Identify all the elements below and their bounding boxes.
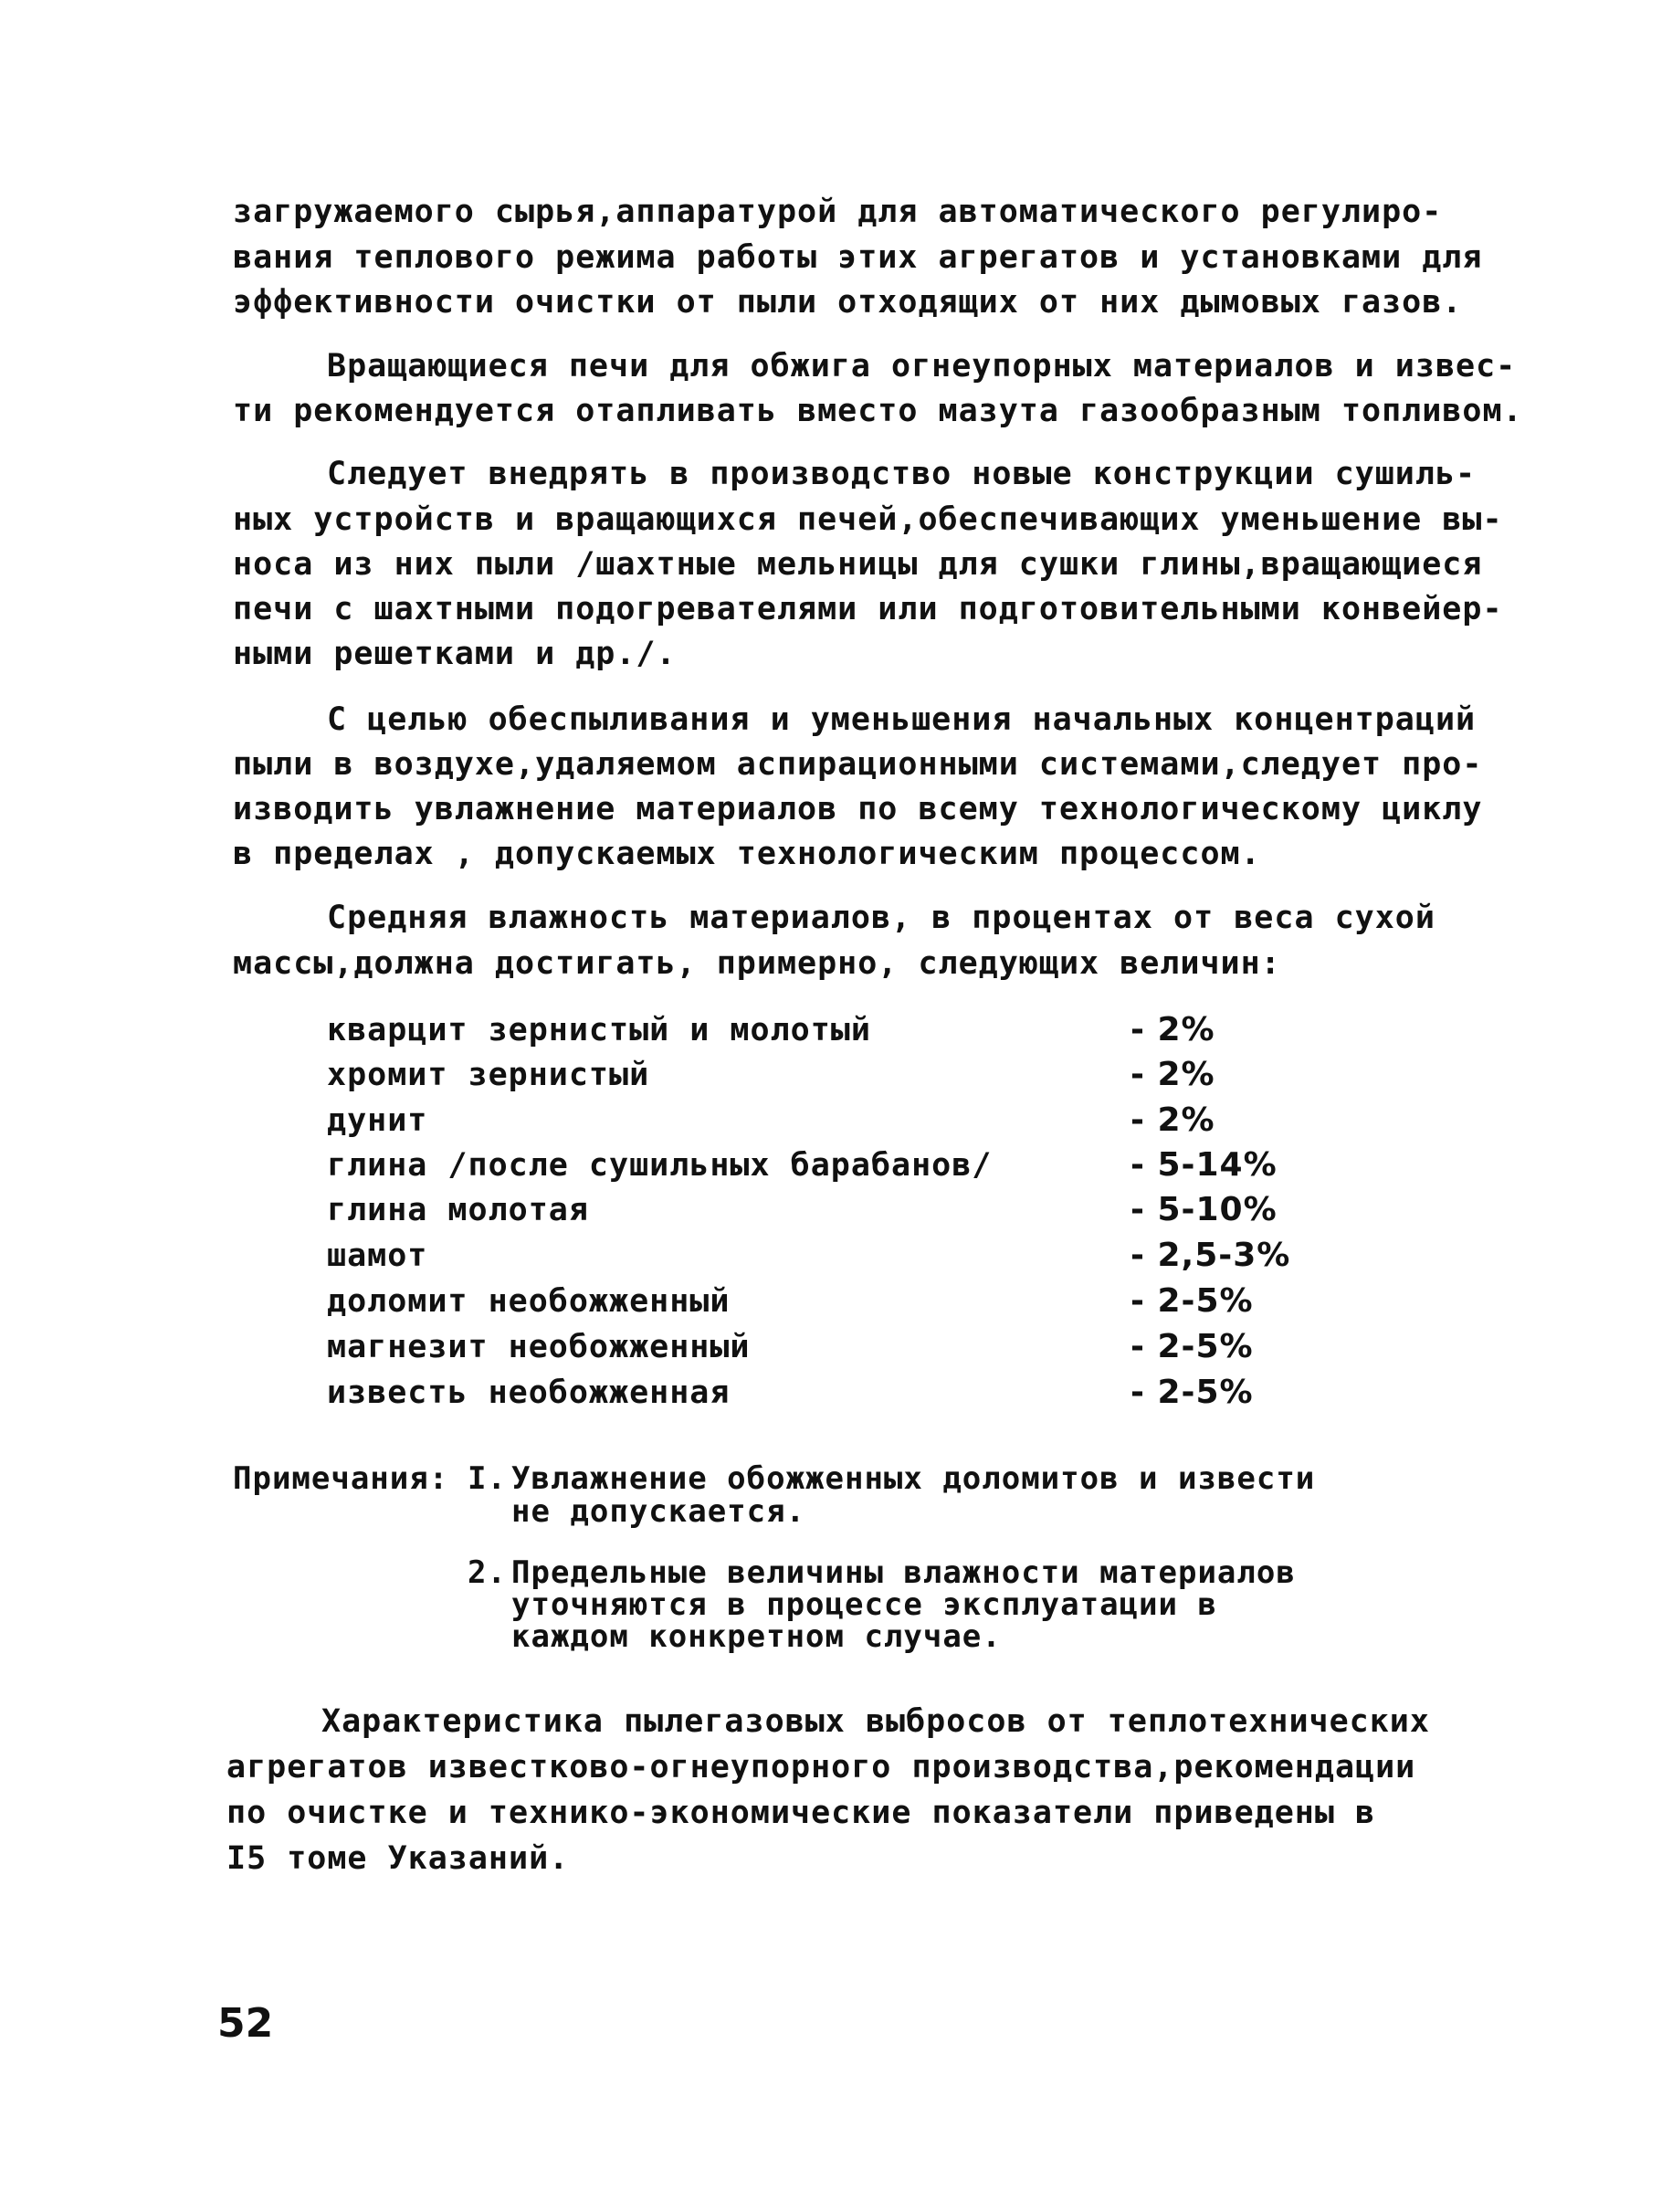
paragraph-4-line-1: С целью обеспыливания и уменьшения начальных концентраций [327,701,1477,738]
material-name: шамот [327,1238,428,1274]
moisture-value: - 2-5% [1130,1282,1254,1320]
material-name: известь необожженная [327,1375,731,1411]
note-2-number: 2. [468,1554,507,1591]
closing-paragraph-line-1: Характеристика пылегазовых выбросов от теплотехнических [321,1703,1430,1740]
note-2-line-2: уточняются в процессе эксплуатации в [511,1586,1217,1623]
page-number: 52 [217,2000,274,2047]
paragraph-1-line-2: вания теплового режима работы этих агрегатов и установками для [233,239,1483,276]
paragraph-1-line-1: загружаемого сырья,аппаратурой для автоматического регулиро- [233,194,1443,230]
moisture-value: - 2-5% [1130,1328,1254,1365]
paragraph-3-line-3: носа из них пыли /шахтные мельницы для сушки глины,вращающиеся [233,546,1483,583]
moisture-list-item [327,1279,1331,1324]
paragraph-4-line-4: в пределах , допускаемых технологическим процессом. [233,836,1261,872]
moisture-value: - 2% [1130,1011,1215,1048]
paragraph-5-line-2: массы,должна достигать, примерно, следующих величин: [233,945,1281,982]
paragraph-3-line-2: ных устройств и вращающихся печей,обеспечивающих уменьшение вы- [233,501,1503,538]
paragraph-2-line-1: Вращающиеся печи для обжига огнеупорных материалов и извес- [327,348,1517,384]
paragraph-3-line-4: печи с шахтными подогревателями или подготовительными конвейер- [233,591,1503,627]
paragraph-1-line-3: эффективности очистки от пыли отходящих от них дымовых газов. [233,284,1463,321]
moisture-list-item [327,1143,1331,1188]
moisture-value: - 2-5% [1130,1374,1254,1411]
material-name: магнезит необожженный [327,1329,751,1365]
material-name: глина /после сушильных барабанов/ [327,1147,993,1184]
moisture-value: - 5-14% [1130,1146,1278,1184]
closing-paragraph-line-4: I5 томе Указаний. [226,1840,570,1877]
moisture-list-item [327,1052,1331,1098]
material-name: дунит [327,1102,428,1139]
closing-paragraph-line-3: по очистке и технико-экономические показатели приведены в [226,1795,1376,1831]
moisture-value: - 5-10% [1130,1191,1278,1228]
material-name: глина молотая [327,1192,589,1228]
paragraph-3-line-5: ными решетками и др./. [233,636,677,672]
material-name: доломит необожженный [327,1283,731,1320]
moisture-value: - 2% [1130,1056,1215,1093]
moisture-list-item [327,1098,1331,1143]
moisture-list-item [327,1187,1331,1233]
paragraph-5-line-1: Средняя влажность материалов, в процентах от веса сухой [327,900,1435,936]
moisture-value: - 2,5-3% [1130,1237,1291,1274]
closing-paragraph-line-2: агрегатов известково-огнеупорного производства,рекомендации [226,1749,1416,1785]
note-1-number: I. [468,1460,507,1497]
moisture-list-item [327,1324,1331,1370]
paragraph-2-line-2: ти рекомендуется отапливать вместо мазута газообразным топливом. [233,393,1523,429]
moisture-list-item [327,1370,1331,1416]
notes-label: Примечания: [233,1460,449,1497]
material-name: хромит зернистый [327,1057,650,1093]
paragraph-4-line-3: изводить увлажнение материалов по всему технологическому циклу [233,791,1483,827]
note-2-line-3: каждом конкретном случае. [511,1618,1002,1655]
note-1-line-1: Увлажнение обожженных доломитов и извести [511,1460,1316,1497]
material-name: кварцит зернистый и молотый [327,1012,871,1048]
paragraph-3-line-1: Следует внедрять в производство новые конструкции сушиль- [327,456,1477,492]
note-2-line-1: Предельные величины влажности материалов [511,1554,1296,1591]
moisture-value: - 2% [1130,1101,1215,1139]
paragraph-4-line-2: пыли в воздухе,удаляемом аспирационными системами,следует про- [233,746,1483,783]
moisture-list-item [327,1007,1331,1053]
note-1-line-2: не допускается. [511,1493,806,1530]
moisture-list-item [327,1233,1331,1279]
